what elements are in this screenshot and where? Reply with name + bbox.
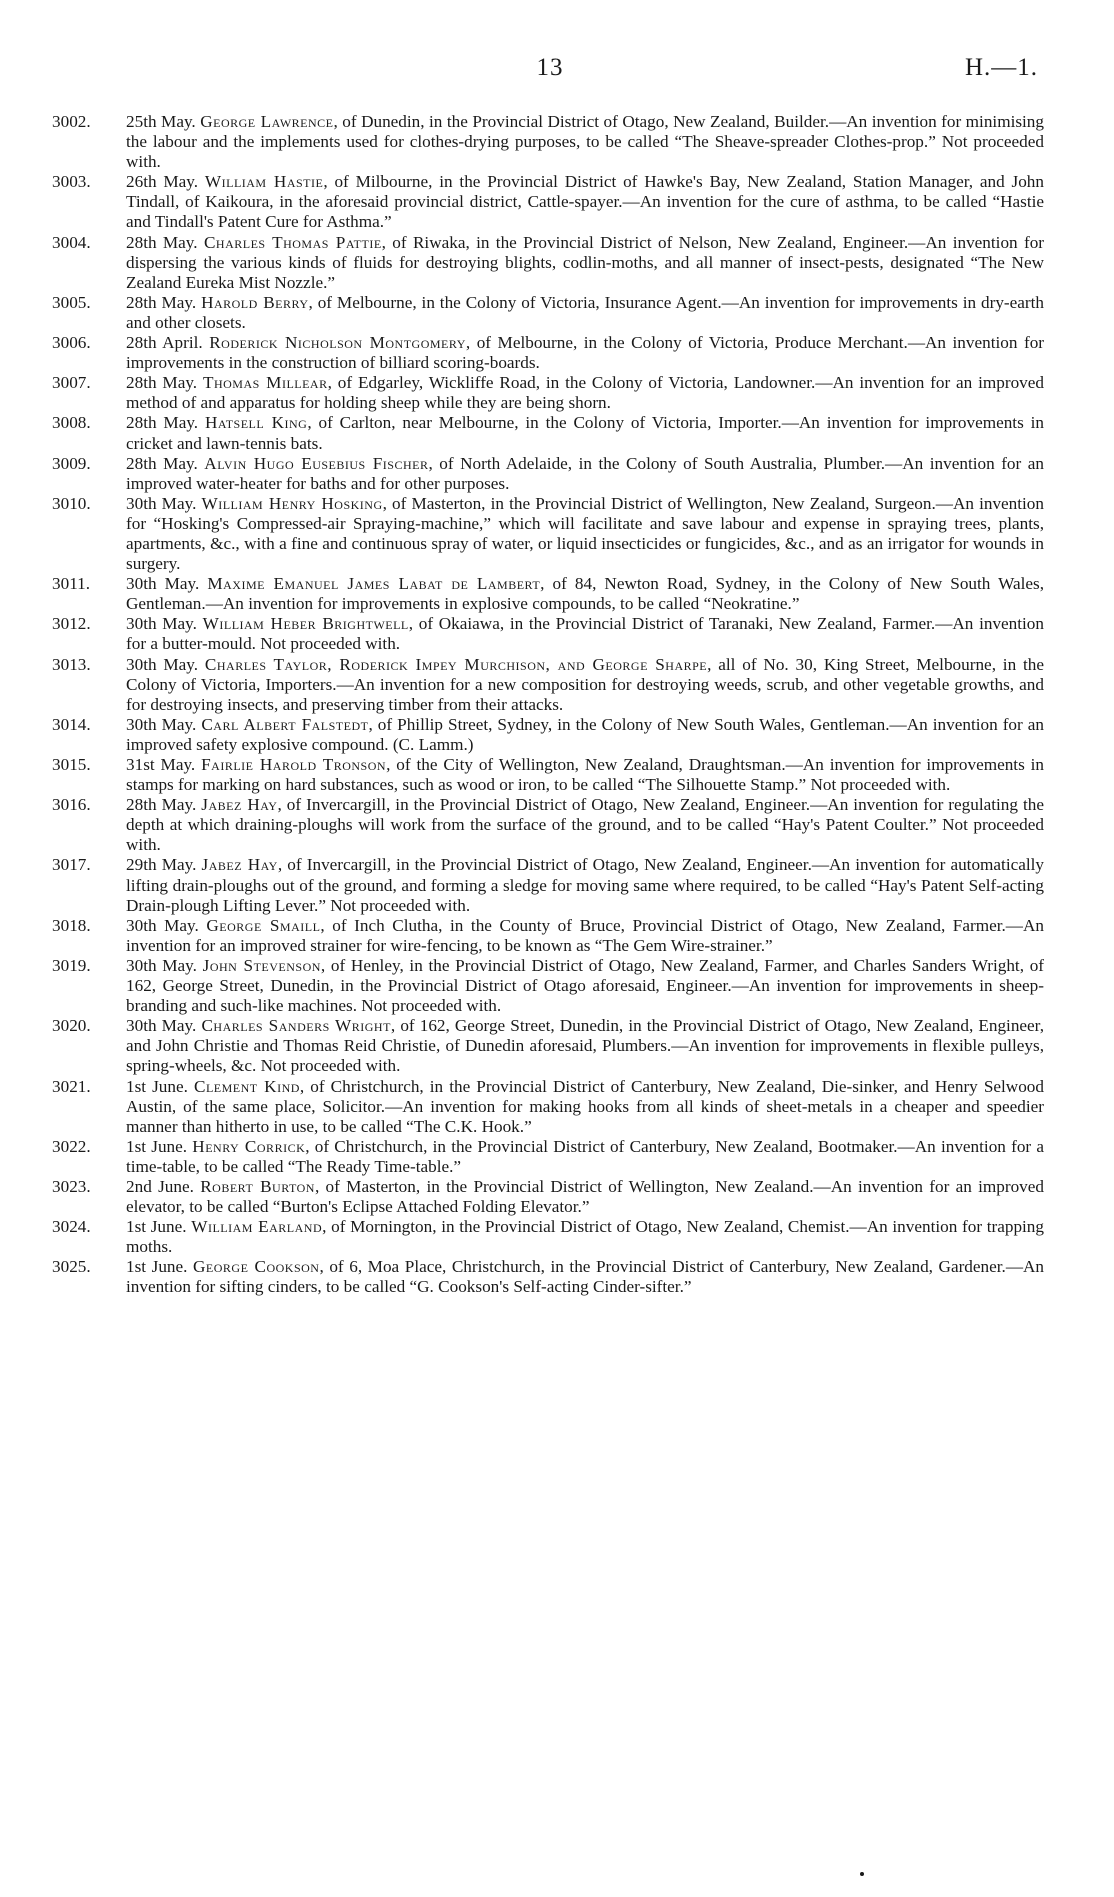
entry-description: , of Masterton, in the Provincial District of Wellington, New Zealand, Surgeon.—An invention for “Hosking's Compressed-air Spraying-machine,” which will facilitate and save labour and expense in spraying trees, plants, apartments, &c., with a fine and continuous spray of water, or liquid insecticides or fungicides, &c., and as an irrigator for wounds in surgery. (126, 493, 1044, 574)
entry-description: , of Riwaka, in the Provincial District of Nelson, New Zealand, Engineer.—An invention for dispersing the various kinds of fluids for destroying blights, codlin-moths, and all manner of insect-pests, designated “The New Zealand Eureka Mist Nozzle.” (126, 232, 1045, 292)
entry-date: 28th May. (126, 232, 198, 252)
entry-description: , of Invercargill, in the Provincial District of Otago, New Zealand, Engineer.—An invention for regulating the depth at which draining-ploughs will work from the surface of the ground, and to be called “Hay's Patent Coulter.” Not proceeded with. (126, 795, 1044, 855)
entry-applicants: Charles Sanders Wright (201, 1016, 391, 1036)
entry-date: 28th May. (126, 292, 197, 312)
entry-date: 30th May. (126, 955, 197, 975)
patent-entry (52, 333, 1044, 373)
entry-number: 3023. (52, 1176, 91, 1196)
patent-entries-list (52, 112, 1044, 1298)
entry-number: 3002. (52, 112, 91, 131)
entry-applicants: William Hastie (204, 172, 324, 192)
patent-entry (52, 614, 1044, 654)
patent-entry (52, 855, 1044, 915)
entry-date: 30th May. (126, 614, 197, 634)
entry-description: , of Edgarley, Wickliffe Road, in the Colony of Victoria, Landowner.—An invention for an improved method of and apparatus for holding sheep while they are being shorn. (126, 373, 1045, 413)
entry-applicants: Roderick Nicholson Montgomery (209, 333, 466, 353)
entry-date: 28th May. (126, 373, 198, 393)
entry-description: , of 6, Moa Place, Christchurch, in the Provincial District of Canterbury, New Zealand, Gardener.—An invention for sifting cinders, to be called “G. Cookson's Self-acting Cinder-sifter.” (126, 1257, 1045, 1297)
entry-applicants: Thomas Millear (202, 373, 328, 393)
entry-number: 3019. (52, 955, 91, 975)
entry-description: , of Melbourne, in the Colony of Victoria, Insurance Agent.—An invention for improvements in dry-earth and other closets. (126, 292, 1044, 332)
entry-applicants: Henry Corrick (192, 1136, 306, 1156)
entry-applicants: Jabez Hay (201, 795, 278, 815)
entry-date: 31st May. (126, 755, 196, 774)
entry-date: 28th April. (126, 333, 203, 353)
patent-entry (52, 1137, 1044, 1177)
patent-entry (52, 574, 1044, 614)
entry-applicants: Clement Kind (193, 1076, 300, 1096)
entry-date: 1st June. (126, 1076, 188, 1096)
entry-applicants: Charles Taylor, Roderick Impey Murchison, and George Sharpe (204, 654, 708, 674)
entry-date: 30th May. (126, 654, 199, 674)
patent-entry (52, 956, 1044, 1016)
entry-description: , of Mornington, in the Provincial District of Otago, New Zealand, Chemist.—An invention for trapping moths. (126, 1217, 1044, 1257)
entry-number: 3018. (52, 915, 91, 935)
entry-applicants: George Smaill (206, 915, 321, 935)
entry-description: , of Inch Clutha, in the County of Bruce, Provincial District of Otago, New Zealand, Farmer.—An invention for an improved strainer for wire-fencing, to be known as “The Gem Wire-strainer.” (126, 915, 1044, 955)
patent-entry (52, 1077, 1044, 1137)
entry-date: 30th May. (126, 574, 200, 594)
entry-number: 3021. (52, 1076, 91, 1096)
entry-description: , of Carlton, near Melbourne, in the Colony of Victoria, Importer.—An invention for improvements in cricket and lawn-tennis bats. (126, 413, 1044, 453)
patent-entry (52, 1177, 1044, 1217)
entry-applicants: Robert Burton (200, 1176, 315, 1196)
entry-date: 1st June. (126, 1217, 187, 1237)
entry-number: 3010. (52, 493, 91, 513)
entry-date: 28th May. (126, 413, 199, 433)
entry-number: 3011. (52, 574, 91, 594)
entry-number: 3008. (52, 413, 91, 433)
patent-entry (52, 715, 1044, 755)
entry-number: 3016. (52, 795, 91, 815)
entry-applicants: George Cookson (193, 1257, 320, 1277)
patent-entry (52, 494, 1044, 574)
entry-description: , of Dunedin, in the Provincial District of Otago, New Zealand, Builder.—An invention for minimising the labour and the implements used for clothes-drying purposes, to be called “The Sheave-spreader Clothes-prop.” Not proceeded with. (126, 112, 1044, 172)
entry-applicants: Charles Thomas Pattie (203, 232, 382, 252)
patent-entry (52, 1257, 1044, 1297)
patent-entry (52, 795, 1044, 855)
entry-description: , of Phillip Street, Sydney, in the Colony of New South Wales, Gentleman.—An invention for an improved safety explosive compound. (C. Lamm.) (126, 714, 1045, 754)
entry-description: , all of No. 30, King Street, Melbourne, in the Colony of Victoria, Importers.—An invention for a new composition for destroying weeds, scrub, and other vegetable growths, and for destroying insects, and preserving timber from their attacks. (126, 654, 1045, 714)
entry-applicants: George Lawrence (200, 112, 334, 131)
entry-applicants: John Stevenson (202, 955, 321, 975)
entry-number: 3015. (52, 755, 91, 774)
entry-date: 29th May. (126, 855, 197, 875)
document-code: H.—1. (964, 54, 1038, 81)
entry-description: , of Milbourne, in the Provincial District of Hawke's Bay, New Zealand, Station Manager, and John Tindall, of Kaikoura, in the aforesaid provincial district, Cattle-spayer.—An invention for the cure of asthma, to be called “Hastie and Tindall's Patent Cure for Asthma.” (126, 172, 1044, 232)
entry-date: 26th May. (126, 172, 199, 192)
entry-number: 3024. (52, 1217, 91, 1237)
patent-entry (52, 655, 1044, 715)
entry-date: 28th May. (126, 453, 198, 473)
entry-description: , of Christchurch, in the Provincial District of Canterbury, New Zealand, Die-sinker, and Henry Selwood Austin, of the same place, Solicitor.—An invention for making hooks from all kinds of sheet-metals in a cheaper and speedier manner than hitherto in use, to be called “The C.K. Hook.” (126, 1076, 1044, 1136)
patent-entry (52, 112, 1044, 172)
entry-applicants: Carl Albert Falstedt (201, 714, 369, 734)
entry-description: , of Masterton, in the Provincial District of Wellington, New Zealand.—An invention for an improved elevator, to be called “Burton's Eclipse Attached Folding Elevator.” (126, 1176, 1044, 1217)
entry-applicants: Harold Berry (201, 292, 309, 312)
entry-applicants: Alvin Hugo Eusebius Fischer (204, 453, 429, 473)
entry-description: , of Okaiawa, in the Provincial District of Taranaki, New Zealand, Farmer.—An invention for a butter-mould. Not proceeded with. (126, 614, 1044, 654)
entry-applicants: Fairlie Harold Tronson (201, 755, 387, 774)
patent-entry (52, 1217, 1044, 1257)
entry-applicants: Maxime Emanuel James Labat de Lambert (207, 574, 541, 594)
entry-number: 3013. (52, 654, 91, 674)
entry-number: 3017. (52, 855, 91, 875)
entry-date: 1st June. (126, 1257, 188, 1277)
page-number: 13 (536, 54, 564, 81)
entry-date: 30th May. (126, 915, 199, 935)
entry-date: 2nd June. (126, 1176, 194, 1196)
entry-date: 1st June. (126, 1136, 188, 1156)
entry-number: 3003. (52, 172, 91, 192)
entry-date: 25th May. (126, 112, 196, 131)
entry-description: , of Henley, in the Provincial District of Otago, New Zealand, Farmer, and Charles Sanders Wright, of 162, George Street, Dunedin, in the Provincial District of Otago aforesaid, Engineer.—An invention for improvements in sheep-branding and such-like machines. Not proceeded with. (126, 955, 1045, 1016)
patent-entry (52, 233, 1044, 293)
patent-entry (52, 1016, 1044, 1076)
entry-description: , of 84, Newton Road, Sydney, in the Colony of New South Wales, Gentleman.—An invention for improvements in explosive compounds, to be called “Neokratine.” (126, 574, 1044, 614)
patent-entry (52, 916, 1044, 956)
entry-number: 3004. (52, 232, 91, 252)
patent-entry (52, 293, 1044, 333)
entry-description: , of 162, George Street, Dunedin, in the Provincial District of Otago, New Zealand, Engineer, and John Christie and Thomas Reid Christie, of Dunedin aforesaid, Plumbers.—An invention for improvements in flexible pulleys, spring-wheels, &c. Not proceeded with. (126, 1016, 1045, 1076)
patent-entry (52, 172, 1044, 232)
entry-date: 30th May. (126, 714, 197, 734)
print-speck (860, 1872, 864, 1876)
entry-description: , of Invercargill, in the Provincial District of Otago, New Zealand, Engineer.—An invention for automatically lifting drain-ploughs out of the ground, and forming a sledge for moving same where required, to be called “Hay's Patent Self-acting Drain-plough Lifting Lever.” Not proceeded with. (126, 855, 1044, 915)
entry-number: 3006. (52, 333, 91, 353)
entry-date: 28th May. (126, 795, 197, 815)
entry-description: , of North Adelaide, in the Colony of South Australia, Plumber.—An invention for an improved water-heater for baths and for other purposes. (126, 453, 1044, 493)
entry-number: 3007. (52, 373, 91, 393)
patent-entry (52, 413, 1044, 453)
entry-applicants: William Heber Brightwell (202, 614, 409, 634)
entry-applicants: Hatsell King (204, 413, 308, 433)
entry-applicants: William Earland (191, 1217, 323, 1237)
patent-entry (52, 454, 1044, 494)
entry-number: 3020. (52, 1016, 91, 1036)
entry-date: 30th May. (126, 1016, 197, 1036)
entry-number: 3005. (52, 292, 91, 312)
entry-applicants: Jabez Hay (201, 855, 278, 875)
entry-number: 3025. (52, 1257, 91, 1277)
entry-number: 3014. (52, 714, 91, 734)
entry-number: 3022. (52, 1136, 91, 1156)
entry-number: 3009. (52, 453, 91, 473)
patent-entry (52, 373, 1044, 413)
entry-description: , of Melbourne, in the Colony of Victoria, Produce Merchant.—An invention for improvements in the construction of billiard scoring-boards. (126, 333, 1045, 373)
entry-applicants: William Henry Hosking (201, 493, 383, 513)
entry-description: , of Christchurch, in the Provincial District of Canterbury, New Zealand, Bootmaker.—An invention for a time-table, to be called “The Ready Time-table.” (126, 1136, 1044, 1176)
entry-description: , of the City of Wellington, New Zealand, Draughtsman.—An invention for improvements in stamps for marking on hard substances, such as wood or iron, to be called “The Silhouette Stamp.” Not proceeded with. (126, 755, 1045, 795)
entry-number: 3012. (52, 614, 91, 634)
entry-date: 30th May. (126, 493, 197, 513)
patent-entry (52, 755, 1044, 795)
